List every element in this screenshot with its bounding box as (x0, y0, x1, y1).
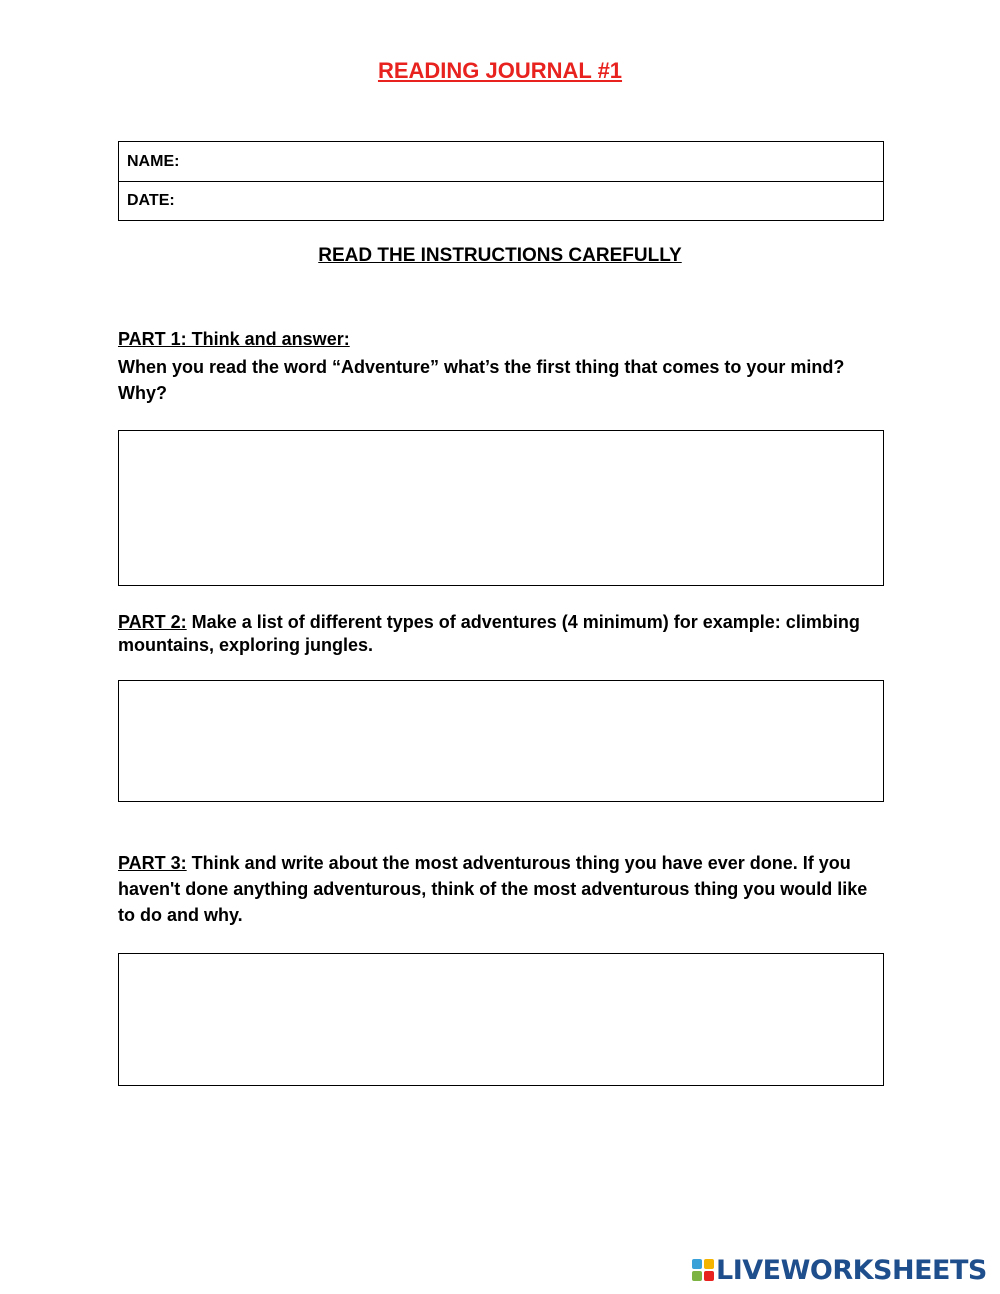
name-label: NAME: (127, 152, 180, 170)
part1-answer-box[interactable] (118, 430, 884, 586)
part1-heading-text: PART 1: Think and answer: (118, 329, 350, 349)
part2-prompt (118, 611, 888, 657)
instructions-heading: READ THE INSTRUCTIONS CAREFULLY (318, 245, 682, 266)
name-row[interactable] (119, 142, 883, 181)
part3-label: PART 3: (118, 853, 187, 873)
logo-tile-icon (704, 1271, 714, 1281)
logo-tile-icon (692, 1271, 702, 1281)
part2-text: Make a list of different types of adventures (4 minimum) for example: climbing mountains, exploring jungles. (118, 612, 860, 655)
part1-question: When you read the word “Adventure” what’s the first thing that comes to your mind? Why? (118, 357, 845, 403)
part3-text: Think and write about the most adventurous thing you have ever done. If you haven't done anything adventurous, think of the most adventurous thing you would like to do and why. (118, 853, 868, 925)
liveworksheets-logo-icon (692, 1259, 714, 1281)
part2-label: PART 2: (118, 612, 187, 632)
part3-answer-box[interactable] (118, 953, 884, 1086)
liveworksheets-brand[interactable] (692, 1254, 987, 1286)
date-label: DATE: (127, 192, 175, 209)
part2-answer-box[interactable] (118, 680, 884, 802)
date-row[interactable] (119, 181, 883, 220)
brand-text: LIVEWORKSHEETS (716, 1254, 987, 1286)
part1-heading (118, 329, 888, 350)
logo-tile-icon (704, 1259, 714, 1269)
logo-tile-icon (692, 1259, 702, 1269)
part3-prompt (118, 850, 888, 928)
page-title: READING JOURNAL #1 (377, 58, 623, 83)
student-info-table (118, 141, 884, 221)
